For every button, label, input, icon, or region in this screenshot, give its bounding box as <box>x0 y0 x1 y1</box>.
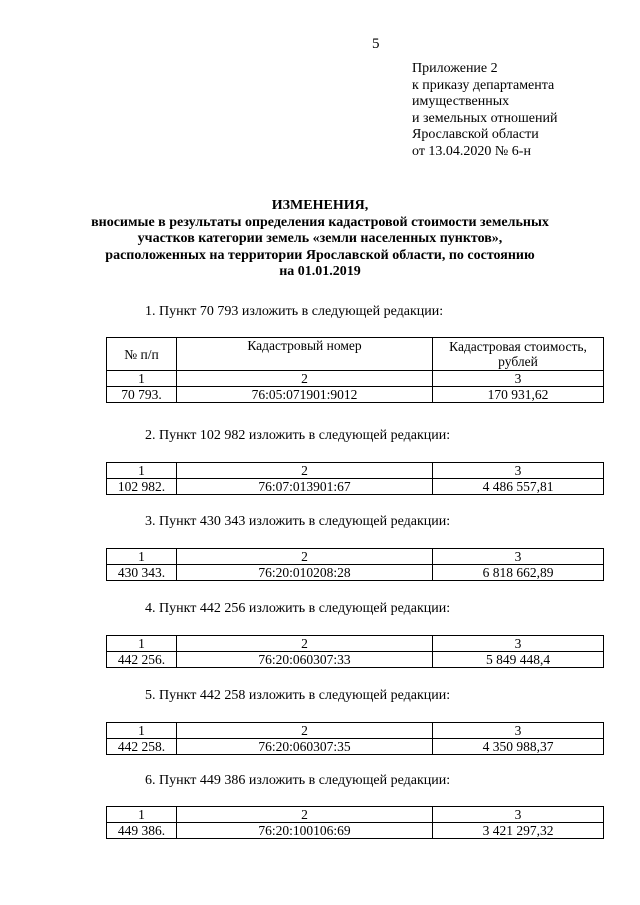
cadastral-value: 6 818 662,89 <box>433 565 604 581</box>
column-number: 1 <box>107 807 177 823</box>
item-instruction: 2. Пункт 102 982 изложить в следующей редакции: <box>145 428 451 443</box>
cadastral-number: 76:07:013901:67 <box>177 479 433 495</box>
title-line: вносимые в результаты определения кадастровой стоимости земельных <box>91 214 549 230</box>
column-numbers-row <box>107 807 604 823</box>
column-number: 3 <box>433 549 604 565</box>
column-number: 3 <box>433 371 604 387</box>
appendix-line: Ярославской области <box>412 127 539 142</box>
item-table <box>106 806 604 839</box>
column-number: 1 <box>107 463 177 479</box>
table-row <box>107 652 604 668</box>
item-table <box>106 548 604 581</box>
table-row <box>107 565 604 581</box>
item-table <box>106 337 604 403</box>
cadastral-number: 76:20:100106:69 <box>177 823 433 839</box>
appendix-line: от 13.04.2020 № 6-н <box>412 143 531 159</box>
column-number: 1 <box>107 636 177 652</box>
column-number: 2 <box>177 463 433 479</box>
column-number: 3 <box>433 807 604 823</box>
item-table <box>106 722 604 755</box>
column-number: 2 <box>177 549 433 565</box>
item-instruction: 3. Пункт 430 343 изложить в следующей редакции: <box>145 514 451 529</box>
item-instruction: 1. Пункт 70 793 изложить в следующей редакции: <box>145 304 444 319</box>
title-line: ИЗМЕНЕНИЯ, <box>271 198 369 213</box>
table-row <box>107 823 604 839</box>
column-number: 3 <box>433 723 604 739</box>
appendix-line: к приказу департамента <box>412 77 555 93</box>
cadastral-value: 4 486 557,81 <box>433 479 604 495</box>
column-numbers-row <box>107 549 604 565</box>
cadastral-number: 76:20:060307:33 <box>177 652 433 668</box>
column-number: 3 <box>433 636 604 652</box>
row-number: 102 982. <box>107 479 177 495</box>
item-table <box>106 462 604 495</box>
title-line: расположенных на территории Ярославской области, по состоянию <box>105 247 535 263</box>
row-number: 442 258. <box>107 739 177 755</box>
column-numbers-row <box>107 463 604 479</box>
appendix-block <box>412 61 557 160</box>
column-numbers-row <box>107 723 604 739</box>
document-title <box>20 198 620 281</box>
column-number: 1 <box>107 723 177 739</box>
cadastral-number: 76:05:071901:9012 <box>177 387 433 403</box>
row-number: 449 386. <box>107 823 177 839</box>
column-number: 1 <box>107 371 177 387</box>
cadastral-value: 4 350 988,37 <box>433 739 604 755</box>
table-row <box>107 739 604 755</box>
header-cell-number: № п/п <box>107 338 177 371</box>
column-numbers-row <box>107 371 604 387</box>
item-instruction: 6. Пункт 449 386 изложить в следующей редакции: <box>145 773 451 788</box>
table-row <box>107 479 604 495</box>
item-instruction: 5. Пункт 442 258 изложить в следующей редакции: <box>145 688 451 703</box>
row-number: 430 343. <box>107 565 177 581</box>
page-number: 5 <box>372 36 380 52</box>
cadastral-value: 170 931,62 <box>433 387 604 403</box>
title-line: участков категории земель «земли населенных пунктов», <box>137 231 503 246</box>
column-numbers-row <box>107 636 604 652</box>
item-instruction: 4. Пункт 442 256 изложить в следующей редакции: <box>145 601 451 616</box>
column-number: 2 <box>177 723 433 739</box>
appendix-line: Приложение 2 <box>412 61 498 76</box>
appendix-line: имущественных <box>412 94 510 109</box>
column-number: 2 <box>177 807 433 823</box>
header-cell-value: Кадастровая стоимость, рублей <box>433 338 604 371</box>
table-row <box>107 387 604 403</box>
header-cell-cadastral: Кадастровый номер <box>177 338 433 371</box>
appendix-line: и земельных отношений <box>412 110 558 126</box>
cadastral-value: 3 421 297,32 <box>433 823 604 839</box>
cadastral-value: 5 849 448,4 <box>433 652 604 668</box>
row-number: 70 793. <box>107 387 177 403</box>
cadastral-number: 76:20:010208:28 <box>177 565 433 581</box>
cadastral-number: 76:20:060307:35 <box>177 739 433 755</box>
row-number: 442 256. <box>107 652 177 668</box>
table-header-row <box>107 338 604 371</box>
column-number: 3 <box>433 463 604 479</box>
title-line: на 01.01.2019 <box>279 264 361 279</box>
column-number: 2 <box>177 371 433 387</box>
column-number: 1 <box>107 549 177 565</box>
column-number: 2 <box>177 636 433 652</box>
item-table <box>106 635 604 668</box>
